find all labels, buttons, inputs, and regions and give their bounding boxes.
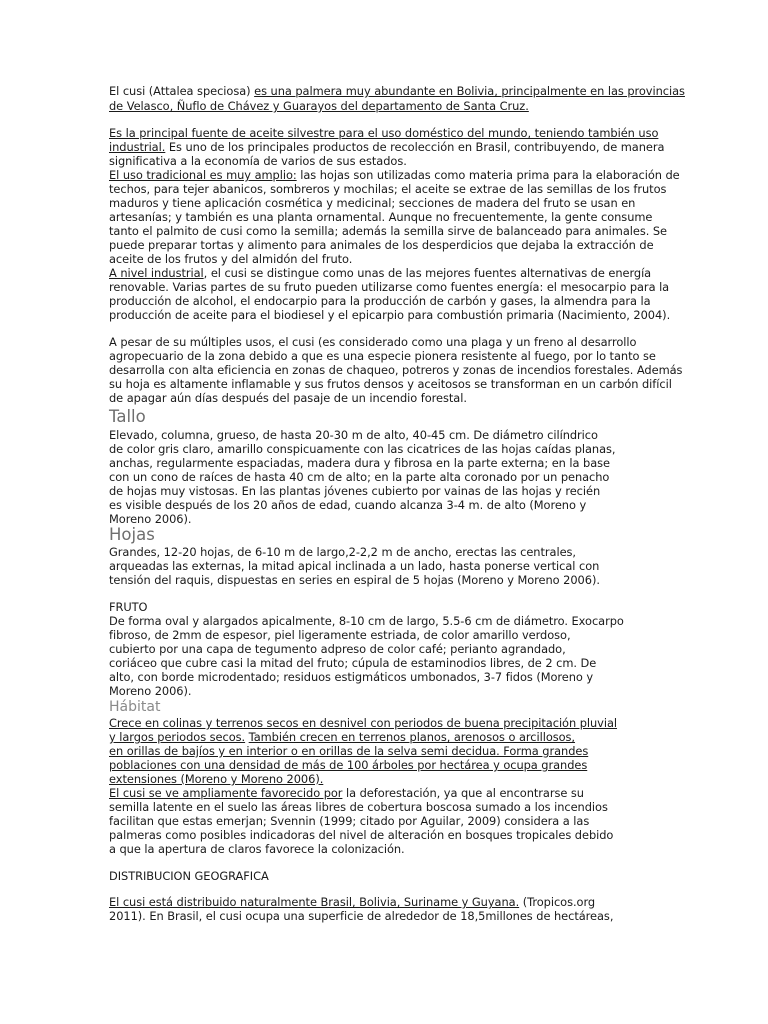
- uses-line: El uso tradicional es muy amplio: las hojas son utilizadas como materia prima para la elaboración de: [109, 168, 680, 182]
- tallo-line: de color gris claro, amarillo conspicuamente con las cicatrices de las hojas caídas planas,: [109, 442, 616, 456]
- tallo-line: con un cono de raíces de hasta 40 cm de alto; en la parte alta coronado por un penacho: [109, 470, 610, 484]
- uses-line: puede preparar tortas y alimento para animales de los desperdicios que dejaba la extracción de: [109, 238, 654, 252]
- tallo-heading: Tallo: [109, 407, 146, 426]
- hojas-line: arqueadas las externas, la mitad apical inclinada a un lado, hasta ponerse vertical con: [109, 559, 600, 573]
- tallo-line: de hojas muy vistosas. En las plantas jóvenes cubierto por vainas de las hojas y recién: [109, 484, 601, 498]
- habitat-line: El cusi se ve ampliamente favorecido por la deforestación, ya que al encontrarse su: [109, 786, 584, 800]
- weed-line: su hoja es altamente inflamable y sus frutos densos y aceitosos se transforman en un carbón difícil: [109, 377, 672, 391]
- hojas-line: tensión del raquis, dispuestas en series en espiral de 5 hojas (Moreno y Moreno 2006).: [109, 573, 600, 587]
- uses-line: renovable. Varias partes de su fruto pueden utilizarse como fuentes energía: el mesocarpio para la: [109, 280, 670, 294]
- tallo-line: Moreno 2006).: [109, 512, 192, 526]
- habitat-line: facilitan que estas emerjan; Svennin (1999; citado por Aguilar, 2009) considera a las: [109, 814, 590, 828]
- hojas-heading: Hojas: [109, 525, 155, 544]
- habitat-line: en orillas de bajíos y en interior o en orillas de la selva semi decidua. Forma grandes: [109, 744, 589, 758]
- habitat-line: semilla latente en el suelo las áreas libres de cobertura boscosa sumado a los incendios: [109, 800, 608, 814]
- intro-line-2: de Velasco, Ñuflo de Chávez y Guarayos del departamento de Santa Cruz.: [109, 99, 529, 113]
- uses-line: significativa a la economía de varios de sus estados.: [109, 154, 407, 168]
- intro-line-1: El cusi (Attalea speciosa) es una palmera muy abundante en Bolivia, principalmente en las provincias: [109, 84, 685, 98]
- habitat-line: extensiones (Moreno y Moreno 2006).: [109, 772, 324, 786]
- habitat-line: palmeras como posibles indicadoras del nivel de alteración en bosques tropicales debido: [109, 828, 614, 842]
- uses-line: artesanías; y también es una planta ornamental. Aunque no frecuentemente, la gente consume: [109, 210, 653, 224]
- weed-line: A pesar de su múltiples usos, el cusi (es considerado como una plaga y un freno al desarrollo: [109, 335, 637, 349]
- distribucion-heading: DISTRIBUCION GEOGRAFICA: [109, 869, 269, 883]
- tallo-line: Elevado, columna, grueso, de hasta 20-30 m de alto, 40-45 cm. De diámetro cilíndrico: [109, 428, 598, 442]
- weed-line: desarrolla con alta eficiencia en zonas de chaqueo, potreros y zonas de incendios forestales. Además: [109, 363, 683, 377]
- uses-line: maduros y tiene aplicación cosmética y medicinal; secciones de madera del fruto se usan en: [109, 196, 636, 210]
- fruto-line: coriáceo que cubre casi la mitad del fruto; cúpula de estaminodios libres, de 2 cm. De: [109, 656, 597, 670]
- weed-line: de apagar aún días después del pasaje de un incendio forestal.: [109, 391, 467, 405]
- fruto-line: alto, con borde microdentado; residuos estigmáticos umbonados, 3-7 fidos (Moreno y: [109, 670, 594, 684]
- uses-line: producción de alcohol, el endocarpio para la producción de carbón y gases, la almendra para la: [109, 294, 651, 308]
- uses-line: A nivel industrial, el cusi se distingue como unas de las mejores fuentes alternativas de energía: [109, 266, 652, 280]
- uses-line: producción de aceite para el biodiesel y el epicarpio para combustión primaria (Nacimiento, 2004).: [109, 308, 671, 322]
- uses-line: techos, para tejer abanicos, sombreros y mochilas; el aceite se extrae de las semillas de los frutos: [109, 182, 667, 196]
- tallo-line: anchas, regularmente espaciadas, madera dura y fibrosa en la parte externa; en la base: [109, 456, 610, 470]
- fruto-line: cubierto por una capa de tegumento adpreso de color café; perianto agrandado,: [109, 642, 566, 656]
- uses-line: industrial. Es uno de los principales productos de recolección en Brasil, contribuyendo, de manera: [109, 140, 665, 154]
- habitat-line: Crece en colinas y terrenos secos en desnivel con periodos de buena precipitación pluvial: [109, 716, 618, 730]
- uses-line: tanto el palmito de cusi como la semilla; además la semilla sirve de balanceado para animales. Se: [109, 224, 667, 238]
- weed-line: agropecuario de la zona debido a que es una especie pionera resistente al fuego, por lo tanto se: [109, 349, 656, 363]
- distribucion-line: El cusi está distribuido naturalmente Brasil, Bolivia, Suriname y Guyana. (Tropicos.org: [109, 895, 596, 909]
- fruto-line: Moreno 2006).: [109, 684, 192, 698]
- fruto-heading: FRUTO: [109, 600, 148, 614]
- hojas-line: Grandes, 12-20 hojas, de 6-10 m de largo,2-2,2 m de ancho, erectas las centrales,: [109, 545, 576, 559]
- fruto-line: De forma oval y alargados apicalmente, 8-10 cm de largo, 5.5-6 cm de diámetro. Exocarpo: [109, 614, 624, 628]
- uses-line: aceite de los frutos y del almidón del fruto.: [109, 252, 353, 266]
- fruto-line: fibroso, de 2mm de espesor, piel ligeramente estriada, de color amarillo verdoso,: [109, 628, 571, 642]
- habitat-line: a que la apertura de claros favorece la colonización.: [109, 842, 405, 856]
- habitat-line: poblaciones con una densidad de más de 100 árboles por hectárea y ocupa grandes: [109, 758, 588, 772]
- habitat-line: y largos periodos secos. También crecen en terrenos planos, arenosos o arcillosos,: [109, 730, 576, 744]
- uses-line: Es la principal fuente de aceite silvestre para el uso doméstico del mundo, teniendo también uso: [109, 126, 659, 140]
- habitat-heading: Hábitat: [109, 699, 161, 715]
- tallo-line: es visible después de los 20 años de edad, cuando alcanza 3-4 m. de alto (Moreno y: [109, 498, 587, 512]
- distribucion-line: 2011). En Brasil, el cusi ocupa una superficie de alrededor de 18,5millones de hectáreas,: [109, 909, 614, 923]
